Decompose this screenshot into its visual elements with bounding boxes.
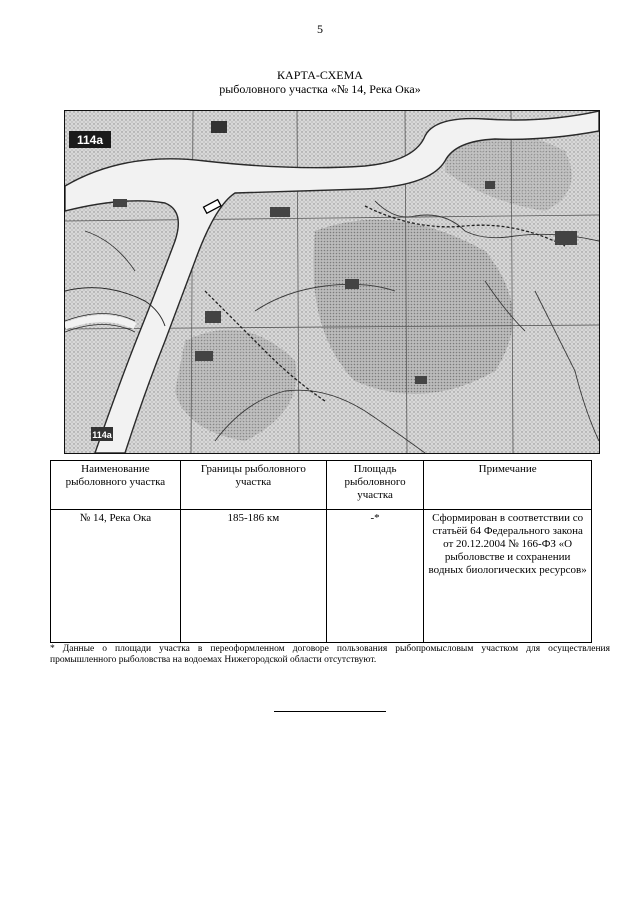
document-title <box>0 68 640 96</box>
footnote: * Данные о площади участка в переоформленном договоре пользования рыбопромысловым участком для осуществления промышленного рыболовства на водоемах Нижегородской области отсутствуют. <box>50 644 610 665</box>
header-area: Площадь рыболовного участка <box>326 461 423 510</box>
header-boundaries: Границы рыболовного участка <box>180 461 326 510</box>
map-image <box>65 111 599 453</box>
header-name: Наименование рыболовного участка <box>51 461 181 510</box>
page-number: 5 <box>317 22 323 36</box>
header-note: Примечание <box>424 461 592 510</box>
table-header-row <box>51 461 592 510</box>
cell-note: Сформирован в соответствии со статьёй 64 Федерального закона от 20.12.2004 № 166-ФЗ «О рыболовстве и сохранении водных биологических ресурсов» <box>424 510 592 643</box>
divider-line <box>274 711 386 712</box>
table-row <box>51 510 592 643</box>
cell-name: № 14, Река Ока <box>51 510 181 643</box>
cell-boundaries: 185-186 км <box>180 510 326 643</box>
sheet-label-bottom: 114а <box>92 430 112 440</box>
map-scheme <box>64 110 600 454</box>
cell-area: -* <box>326 510 423 643</box>
title-subtitle: рыболовного участка «№ 14, Река Ока» <box>219 82 421 96</box>
sheet-label-top: 114а <box>76 133 104 147</box>
fishing-plot-table <box>50 460 592 643</box>
title-main: КАРТА-СХЕМА <box>277 68 363 82</box>
